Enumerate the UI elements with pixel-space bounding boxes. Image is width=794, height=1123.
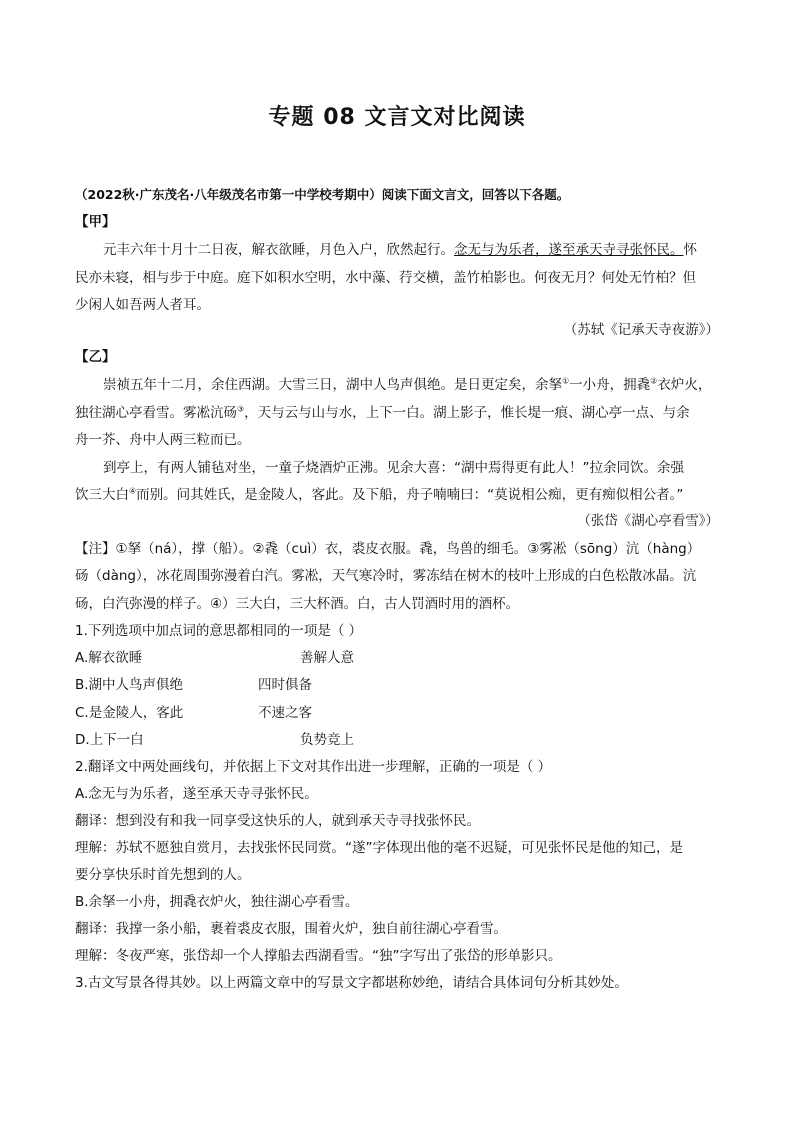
q2-option-b: B.余拏一小舟，拥毳衣炉火，独往湖心亭看雪。 [75,894,359,910]
question-source-line: （2022秋·广东茂名·八年级茂名市第一中学校考期中）阅读下面文言文，回答以下各题。 [75,187,570,202]
yi-paragraph-line-1: 崇祯五年十二月，余住西湖。大雪三日，湖中人鸟声俱绝。是日更定矣，余拏①一小舟，拥毳②衣炉火， [103,376,712,393]
q2-option-a-understanding-2: 要分享快乐时首先想到的人。 [75,867,251,883]
q2-option-a: A.念无与为乐者，遂至承天寺寻张怀民。 [75,786,318,802]
q1-option-a-right: 善解人意 [300,650,354,666]
q1-option-a-left: A.解衣欲睡 [75,650,143,666]
q2-option-b-translation: 翻译：我撑一条小船，裹着裘皮衣服，围着火炉，独自前往湖心亭看雪。 [75,921,507,937]
underlined-sentence-1: 念无与为乐者，遂至承天寺寻张怀民。 [454,242,684,258]
page-title: 专题 08 文言文对比阅读 [268,105,526,130]
section-label-jia: 【甲】 [75,214,116,230]
notes-line-1: 【注】①拏（ná），撑（船）。②毳（cuì）衣，裘皮衣服。毳，鸟兽的细毛。③雾凇（sōng）沆（hàng） [75,541,701,557]
section-label-yi: 【乙】 [75,349,116,365]
question-3-stem: 3.古文写景各得其妙。以上两篇文章中的写景文字都堪称妙绝，请结合具体词句分析其妙处。 [75,975,628,991]
notes-line-3: 砀，白汽弥漫的样子。④）三大白，三大杯酒。白，古人罚酒时用的酒杯。 [75,596,520,612]
yi-source: （张岱《湖心亭看雪》） [577,513,719,529]
yi-paragraph-line-2: 独往湖心亭看雪。雾凇沆砀③，天与云与山与水，上下一白。湖上影子，惟长堤一痕、湖心亭一点、与余 [75,404,690,421]
question-1-stem: 1.下列选项中加点词的意思都相同的一项是（ ） [75,623,363,639]
jia-paragraph-line-1: 元丰六年十月十二日夜，解衣欲睡，月色入户，欣然起行。念无与为乐者，遂至承天寺寻张怀民。怀 [103,242,697,258]
jia-source: （苏轼《记承天寺夜游》） [563,322,719,338]
jia-paragraph-line-3: 少闲人如吾两人者耳。 [75,297,210,313]
q2-option-a-understanding-1: 理解：苏轼不愿独自赏月，去找张怀民同赏。“遂”字体现出他的毫不迟疑，可见张怀民是他的知己，是 [75,840,683,856]
q1-option-b-right: 四时俱备 [258,677,312,693]
q1-option-d-left: D.上下一白 [75,732,144,748]
q2-option-b-understanding: 理解：冬夜严寒，张岱却一个人撑船去西湖看雪。“独”字写出了张岱的形单影只。 [75,948,562,964]
q1-option-b-left: B.湖中人鸟声俱绝 [75,677,184,693]
jia-paragraph-line-2: 民亦未寝，相与步于中庭。庭下如积水空明，水中藻、荇交横，盖竹柏影也。何夜无月？何处无竹柏？但 [75,270,696,286]
notes-line-2: 砀（dàng），冰花周围弥漫着白汽。雾凇，天气寒冷时，雾冻结在树木的枝叶上形成的白色松散冰晶。沆 [75,568,697,584]
q1-option-c-right: 不速之客 [258,705,312,721]
yi-paragraph-line-4: 到亭上，有两人铺毡对坐，一童子烧酒炉正沸。见余大喜：“湖中焉得更有此人！”拉余同饮。余强 [103,460,684,476]
q2-option-a-translation: 翻译：想到没有和我一同享受这快乐的人，就到承天寺寻找张怀民。 [75,813,480,829]
yi-paragraph-line-5: 饮三大白④而别。问其姓氏，是金陵人，客此。及下船，舟子喃喃曰：“莫说相公痴，更有痴似相公者。” [75,486,684,503]
q1-option-c-left: C.是金陵人，客此 [75,705,184,721]
yi-paragraph-line-3: 舟一芥、舟中人两三粒而已。 [75,432,251,448]
question-2-stem: 2.翻译文中两处画线句，并依据上下文对其作出进一步理解，正确的一项是（ ） [75,759,552,775]
q1-option-d-right: 负势竞上 [300,732,354,748]
